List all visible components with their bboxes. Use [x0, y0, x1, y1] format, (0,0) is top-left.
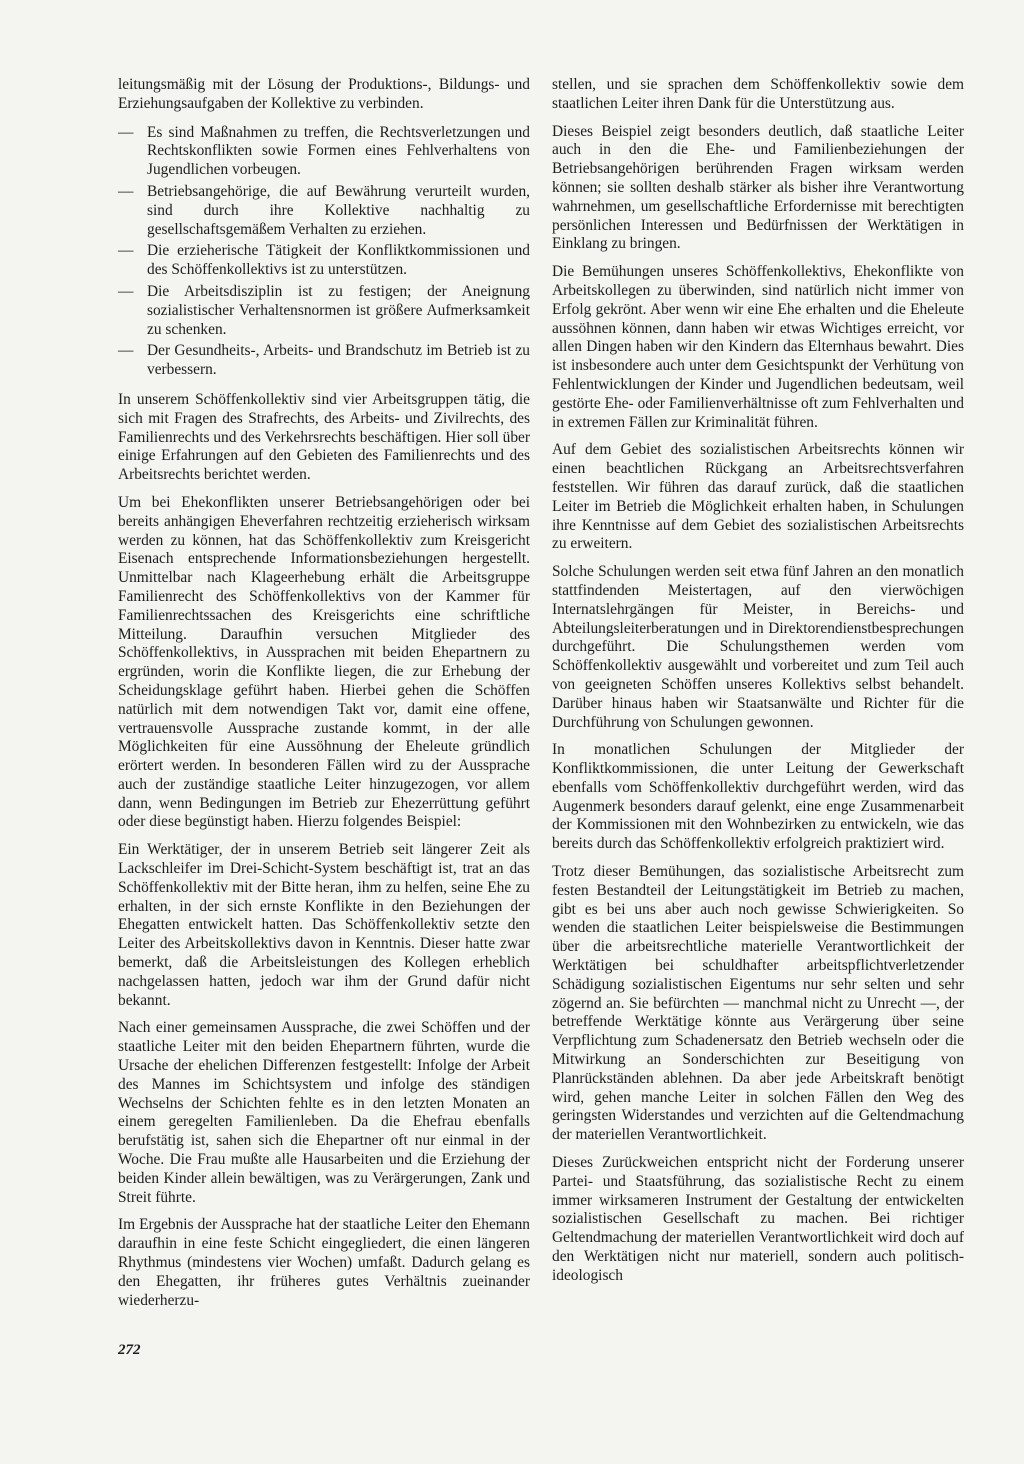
right-column — [552, 76, 964, 1295]
left-column — [118, 76, 530, 1319]
list-item-text: Der Gesundheits-, Arbeits- und Brandschutz im Betrieb ist zu verbessern. — [147, 342, 530, 379]
dash-marker: — — [118, 282, 134, 300]
list-item — [118, 124, 530, 180]
paragraph: Um bei Ehekonflikten unserer Betriebsangehörigen oder bei bereits anhängigen Eheverfahren rechtzeitig erzieherisch wirksam werden zu können, hat das Schöffenkollektiv zum Kreisgericht Eisenach entsprechende Informationsbeziehungen hergestellt. Unmittelbar nach Klageerhebung erhält die Arbeitsgruppe Familienrecht des Schöffenkollektivs von der Kammer für Familienrechtssachen des Kreisgerichts eine schriftliche Mitteilung. Daraufhin versuchen Mitglieder des Schöffenkollektivs, in Aussprachen mit beiden Ehepartnern zu ergründen, worin die Konflikte liegen, die zur Erhebung der Scheidungsklage geführt haben. Hierbei gehen die Schöffen natürlich mit dem notwendigen Takt vor, damit eine offene, vertrauensvolle Aussprache zustande kommt, in der alle Möglichkeiten für eine Aussöhnung der Eheleute gründlich erörtert werden. In besonderen Fällen wird zu der Aussprache auch der zuständige staatliche Leiter hinzugezogen, vor allem dann, wenn Bedingungen im Betrieb zur Ehezerrüttung geführt oder diese begünstigt haben. Hierzu folgendes Beispiel: — [118, 493, 530, 831]
list-item — [118, 342, 530, 380]
list-item-text: Die Arbeitsdisziplin ist zu festigen; der Aneignung sozialistischer Verhaltensnormen ist größere Aufmerksamkeit zu schenken. — [147, 282, 530, 338]
paragraph: Ein Werktätiger, der in unserem Betrieb seit längerer Zeit als Lackschleifer im Drei-Schicht-System beschäftigt ist, trat an das Schöffenkollektiv mit der Bitte heran, ihm zu helfen, seine Ehe zu erhalten, in der sich ernste Konflikte in den Beziehungen der Ehegatten entwickelt hatten. Das Schöffenkollektiv setzte den Leiter des Arbeitskollektivs davon in Kenntnis. Dieser hatte zwar bemerkt, daß die Arbeitsleistungen des Kollegen erheblich nachgelassen hatten, jedoch war ihm der Grund dafür nicht bekannt. — [118, 841, 530, 1009]
paragraph: Dieses Zurückweichen entspricht nicht der Forderung unserer Partei- und Staatsführung, das sozialistische Recht zu einem immer wirksameren Instrument der Gestaltung der entwickelten sozialistischen Gesellschaft zu machen. Bei richtiger Geltendmachung der materiellen Verantwortlichkeit wird doch auf den Werktätigen nicht nur materiell, sondern auch politisch-ideologisch — [552, 1154, 964, 1284]
paragraph: Auf dem Gebiet des sozialistischen Arbeitsrechts können wir einen beachtlichen Rückgang an Arbeitsrechtsverfahren feststellen. Wir führen das darauf zurück, daß die staatlichen Leiter im Betrieb die Möglichkeit erhalten haben, in Schulungen ihre Kenntnisse auf dem Gebiet des sozialistischen Arbeitsrechts zu erweitern. — [552, 441, 964, 553]
dash-marker: — — [118, 182, 134, 200]
dash-marker: — — [118, 123, 134, 141]
paragraph: Im Ergebnis der Aussprache hat der staatliche Leiter den Ehemann daraufhin in eine feste Schicht eingegliedert, die einen längeren Rhythmus (mindestens vier Wochen) umfaßt. Dadurch gelang es den Ehegatten, ihr früheres gutes Verhältnis zueinander wiederherzu- — [118, 1216, 530, 1309]
dash-marker: — — [118, 342, 134, 360]
dash-marker: — — [118, 242, 134, 260]
list-item-text: Es sind Maßnahmen zu treffen, die Rechtsverletzungen und Rechtskonflikten sowie Formen eines Fehlverhaltens von Jugendlichen vorbeugen. — [147, 123, 530, 179]
paragraph: Solche Schulungen werden seit etwa fünf Jahren an den monatlich stattfindenden Meistertagen, auf den vierwöchigen Internatslehrgängen für Meister, in Bereichs- und Abteilungsleiterberatungen und in Direktorendienstbesprechungen durchgeführt. Die Schulungsthemen werden vom Schöffenkollektiv ausgewählt und vorbereitet und zum Teil auch von geeigneten Schöffen unseres Kollektivs selbst behandelt. Darüber hinaus haben wir Staatsanwälte und Richter für die Durchführung von Schulungen gewonnen. — [552, 563, 964, 731]
continued-paragraph: leitungsmäßig mit der Lösung der Produktions-, Bildungs- und Erziehungsaufgaben der Kollektive zu verbinden. — [118, 76, 530, 112]
list-item — [118, 183, 530, 239]
paragraph: In monatlichen Schulungen der Mitglieder der Konfliktkommissionen, die unter Leitung der Gewerkschaft ebenfalls vom Schöffenkollektiv durchgeführt werden, wird das Augenmerk besonders darauf gelenkt, eine enge Zusammenarbeit der Kommissionen mit den Wohnbezirken zu entwickeln, wie das bereits durch das Schöffenkollektiv erfolgreich praktiziert wird. — [552, 741, 964, 853]
paragraph: Trotz dieser Bemühungen, das sozialistische Arbeitsrecht zum festen Bestandteil der Leitungstätigkeit im Betrieb zu machen, gibt es bei uns aber auch noch gewisse Schwierigkeiten. So wenden die staatlichen Leiter beispielsweise die Bestimmungen über die arbeitsrechtliche materielle Verantwortlichkeit der Werktätigen bei schuldhafter arbeitspflichtverletzender Schädigung sozialistischen Eigentums nur sehr selten und sehr zögernd an. Sie befürchten — manchmal nicht zu Unrecht —, der betreffende Werktätige könnte aus Verärgerung über seine Verpflichtung zum Schadenersatz den Betrieb wechseln oder die Mitwirkung an Sonderschichten zur Beseitigung von Planrückständen ablehnen. Da aber jede Arbeitskraft benötigt wird, gehen manche Leiter in solchen Fällen den Weg des geringsten Widerstandes und verzichten auf die Geltendmachung der materiellen Verantwortlichkeit. — [552, 863, 964, 1144]
paragraph: stellen, und sie sprachen dem Schöffenkollektiv sowie dem staatlichen Leiter ihren Dank für die Unterstützung aus. — [552, 76, 964, 112]
list-item — [118, 242, 530, 280]
paragraph: Die Bemühungen unseres Schöffenkollektivs, Ehekonflikte von Arbeitskollegen zu überwinden, sind natürlich nicht immer von Erfolg gekrönt. Aber wenn wir eine Ehe erhalten und die Eheleute aussöhnen können, dann haben wir etwas Wichtiges erreicht, vor allen Dingen haben wir den Kindern das Elternhaus bewahrt. Dies ist insbesondere auch unter dem Gesichtspunkt der Verhütung von Fehlentwicklungen der Kinder und Jugendlichen bedeutsam, weil gestörte Ehe- oder Familienverhältnisse oft zum Fehlverhalten und in extremen Fällen zur Kriminalität führen. — [552, 263, 964, 431]
paragraph: In unserem Schöffenkollektiv sind vier Arbeitsgruppen tätig, die sich mit Fragen des Strafrechts, des Arbeits- und Zivilrechts, des Familienrechts und des Verkehrsrechts beschäftigen. Hier soll über einige Erfahrungen auf den Gebieten des Familienrechts und des Arbeitsrechts berichtet werden. — [118, 390, 530, 484]
list-item-text: Betriebsangehörige, die auf Bewährung verurteilt wurden, sind durch ihre Kollektive nachhaltig zu gesellschaftsgemäßem Verhalten zu erziehen. — [147, 182, 530, 238]
page-number: 272 — [118, 1342, 141, 1358]
measures-list — [118, 124, 530, 380]
paragraph: Dieses Beispiel zeigt besonders deutlich, daß staatliche Leiter auch in den die Ehe- und Familienbeziehungen der Betriebsangehörigen berührenden Fragen wirksam werden können; sie sollten deshalb stärker als bisher ihre Verantwortung wahrnehmen, um gesellschaftliche Erfordernisse mit berechtigten persönlichen Interessen und Bedürfnissen der Werktätigen in Einklang zu bringen. — [552, 122, 964, 253]
list-item — [118, 283, 530, 339]
paragraph: Nach einer gemeinsamen Aussprache, die zwei Schöffen und der staatliche Leiter mit den beiden Ehepartnern führten, wurde die Ursache der ehelichen Differenzen festgestellt: Infolge der Arbeit des Mannes im Schichtsystem und infolge des ständigen Wechselns der Schichten fehlte es in den letzten Monaten an einem geregelten Familienleben. Da die Ehefrau ebenfalls berufstätig ist, sahen sich die Ehepartner oft nur einmal in der Woche. Die Frau mußte alle Hausarbeiten und die Erziehung der beiden Kinder allein bewältigen, was zu Verärgerungen, Zank und Streit führte. — [118, 1019, 530, 1206]
list-item-text: Die erzieherische Tätigkeit der Konfliktkommissionen und des Schöffenkollektivs ist zu unterstützen. — [147, 242, 530, 279]
